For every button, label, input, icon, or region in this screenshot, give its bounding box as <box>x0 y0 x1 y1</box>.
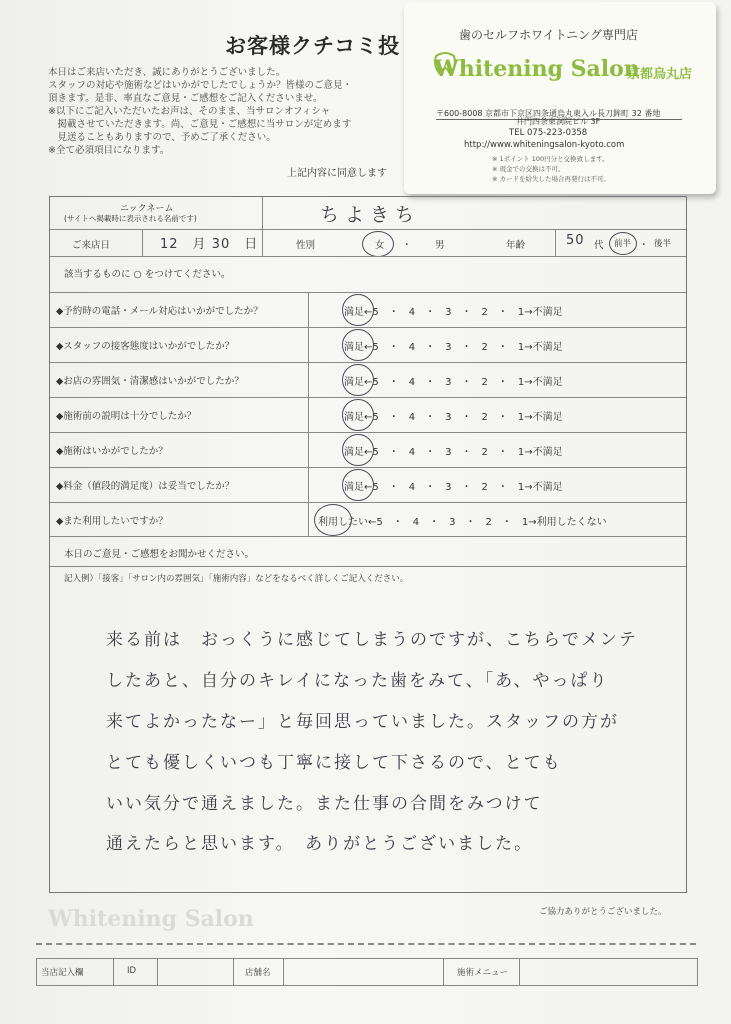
scale-number[interactable]: 3 <box>445 342 452 353</box>
footer-logo: Whitening Salon <box>48 906 254 932</box>
question-label: ◆予約時の電話・メール対応はいかがでしたか？ <box>56 306 263 317</box>
intro-line: 掲載させていただきます。尚、ご意見・ご感想に当サロンが定めます <box>48 119 352 130</box>
question-label: ◆また利用したいですか？ <box>56 516 168 527</box>
scale-number[interactable]: 2 <box>481 307 488 318</box>
question-label: ◆施術前の説明は十分でしたか？ <box>56 411 197 422</box>
scale-number[interactable]: 1 <box>517 482 525 493</box>
intro-text <box>48 66 418 157</box>
card-notes <box>492 154 610 184</box>
thanks-text: ご協力ありがとうございました。 <box>539 907 667 917</box>
scale-low[interactable]: →不満足 <box>524 342 563 353</box>
comment-line[interactable]: とても優しくいつも丁寧に接して下さるので、とても <box>106 753 562 773</box>
selected-rating-circle <box>342 434 374 466</box>
age-label: 年齢 <box>506 240 526 251</box>
comment-line[interactable]: 通えたらと思います。 ありがとうございました。 <box>106 834 534 854</box>
selected-rating-circle <box>342 294 374 326</box>
scale-number[interactable]: 2 <box>481 447 488 458</box>
card-shop-name: 京都烏丸店 <box>627 67 693 82</box>
scale-number[interactable]: 4 <box>408 447 416 458</box>
selected-rating-circle <box>342 329 374 361</box>
staff-label: 当店記入欄 <box>41 968 84 978</box>
scale-number[interactable]: 5 <box>372 482 379 493</box>
age-unit: 代 <box>594 240 604 251</box>
card-subtitle: 歯のセルフホワイトニング専門店 <box>459 28 638 42</box>
scale-high[interactable]: 満足 <box>344 412 364 423</box>
card-logo: Whitening Salon <box>434 56 640 82</box>
scale-number[interactable]: 1 <box>521 517 529 528</box>
scale-low[interactable]: →不満足 <box>524 377 563 388</box>
scale-high[interactable]: 利用したい <box>318 517 368 528</box>
age-late[interactable]: 後半 <box>654 239 672 249</box>
store-label: 店舗名 <box>245 968 271 978</box>
survey-form: ニックネーム (サイトへ掲載時に表示される名前です) ちよきち ご来店日 12 月 30 日 性別 女 ・ 男 年齢 50 代 前半 ・ 後半 該当するものに ○ をつけてください。 ◆予約時の電話・メール対応はいかがでしたか？ 満足←5 ・ 4 ・ 3 ・ 2 ・ 1→不満足 ◆スタッフの接客態度はいかがでしたか？ 満足←5 ・ 4 ・ 3 ・ 2 ・ 1→不満足 ◆お店の雰囲気・清潔感はいかがでしたか？ 満足←5 ・ 4 ・ 3 ・ 2 ・ 1→不満足 ◆施術前の説明は十分でしたか？ 満足←5 ・ 4 ・ 3 ・ 2 ・ 1→不満足 ◆施術はいかがでしたか？ 満足←5 ・ 4 ・ 3 ・ 2 ・ 1→不満足 ◆料金（値段的満足度）は妥当でしたか？ 満足←5 ・ 4 ・ 3 ・ 2 ・ 1→不満足 ◆また利用したいですか？ 利用したい←5 ・ 4 ・ 3 ・ 2 ・ 1→利用したくない 本日のご意見・ご感想をお聞かせください。 記入例）「接客」「サロン内の雰囲気」「施術内容」などをなるべく詳しくご記入ください。 来る前は おっくうに感じてしまうのですが、こちらでメンテ したあと、自分のキレイになった歯をみて、「あ、やっぱり 来てよかったなー」と毎回思っていました。スタッフの方が とても優しくいつも丁寧に接して下さるので、とても いい気分で通えました。また仕事の合間をみつけて 通えたらと思います。 ありがとうございました。 <box>49 196 687 893</box>
card-address: 〒600-8008 京都市下京区四条通烏丸東入ル長刀鉾町 32 番地 <box>436 108 682 120</box>
selected-rating-circle <box>342 364 374 396</box>
card-note: ※ 現金での交換は不可。 <box>492 165 565 173</box>
rating-scale[interactable]: 満足←5 ・ 4 ・ 3 ・ 2 ・ 1→不満足 <box>344 408 563 423</box>
nickname-label: ニックネーム <box>120 204 174 214</box>
gender-male[interactable]: 男 <box>435 240 445 251</box>
question-label: ◆お店の雰囲気・清潔感はいかがでしたか？ <box>56 376 244 387</box>
gender-label: 性別 <box>296 240 316 251</box>
comment-line[interactable]: 来る前は おっくうに感じてしまうのですが、こちらでメンテ <box>106 630 638 650</box>
scale-high[interactable]: 満足 <box>344 377 364 388</box>
card-url: http://www.whiteningsalon-kyoto.com <box>464 140 625 150</box>
id-label: ID <box>127 966 137 976</box>
scale-low[interactable]: →不満足 <box>524 307 563 318</box>
gender-selected-circle <box>362 231 394 257</box>
comment-example: 記入例）「接客」「サロン内の雰囲気」「施術内容」などをなるべく詳しくご記入ください。 <box>64 574 409 584</box>
scale-number[interactable]: 2 <box>481 482 488 493</box>
scale-low[interactable]: →不満足 <box>524 447 563 458</box>
card-note: ※ カードを紛失した場合再発行は不可。 <box>492 175 611 183</box>
scale-low[interactable]: →利用したくない <box>528 517 607 528</box>
intro-line: ※全て必須項目になります。 <box>48 145 170 156</box>
cut-line <box>36 943 696 945</box>
scale-number[interactable]: 1 <box>517 377 525 388</box>
scale-number[interactable]: 1 <box>517 342 525 353</box>
rating-scale[interactable]: 満足←5 ・ 4 ・ 3 ・ 2 ・ 1→不満足 <box>344 338 563 353</box>
scale-number[interactable]: 5 <box>372 342 379 353</box>
nickname-sub: (サイトへ掲載時に表示される名前です) <box>64 214 197 223</box>
scale-number[interactable]: 1 <box>517 412 525 423</box>
visit-value[interactable]: 12 月 30 日 <box>160 237 259 252</box>
comment-line[interactable]: いい気分で通えました。また仕事の合間をみつけて <box>106 794 543 814</box>
page-title: お客様クチコミ投 <box>225 34 401 58</box>
intro-line: ※以下にご記入いただいたお声は、そのまま、当サロンオフィシャ <box>48 106 331 117</box>
visit-label: ご来店日 <box>72 240 111 251</box>
selected-rating-circle <box>342 399 374 431</box>
agree-text: 上記内容に同意します <box>287 168 387 179</box>
scale-number[interactable]: 3 <box>445 412 452 423</box>
scale-number[interactable]: 4 <box>408 412 416 423</box>
card-tel: TEL 075-223-0358 <box>509 128 588 138</box>
scale-number[interactable]: 3 <box>445 447 452 458</box>
scale-number[interactable]: 3 <box>445 482 452 493</box>
selected-rating-circle <box>342 469 374 501</box>
selected-rating-circle <box>314 504 352 536</box>
scale-high[interactable]: 満足 <box>344 307 364 318</box>
intro-line: 本日はご来店いただき、誠にありがとうございました。 <box>48 67 286 78</box>
rating-scale[interactable]: 利用したい←5 ・ 4 ・ 3 ・ 2 ・ 1→利用したくない <box>318 513 607 528</box>
scale-number[interactable]: 5 <box>376 517 383 528</box>
scale-number[interactable]: 2 <box>481 377 488 388</box>
card-building: 井門四条東洞院ビル 3F <box>516 117 601 126</box>
scale-number[interactable]: 4 <box>408 482 416 493</box>
scale-low[interactable]: →不満足 <box>524 482 563 493</box>
staff-fields <box>36 958 698 986</box>
rating-scale[interactable]: 満足←5 ・ 4 ・ 3 ・ 2 ・ 1→不満足 <box>344 443 563 458</box>
scale-number[interactable]: 2 <box>485 517 492 528</box>
age-early[interactable]: 前半 <box>614 239 632 249</box>
scale-low[interactable]: →不満足 <box>524 412 563 423</box>
scale-number[interactable]: 4 <box>408 377 416 388</box>
question-label: ◆料金（値段的満足度）は妥当でしたか？ <box>56 481 235 492</box>
age-selected-circle <box>609 232 637 255</box>
gender-female[interactable]: 女 <box>375 240 385 251</box>
intro-line: 頂きます。是非、率直なご意見・ご感想をご記入くださいませ。 <box>48 93 323 104</box>
scale-number[interactable]: 3 <box>445 377 452 388</box>
nickname-value[interactable]: ちよきち <box>320 204 421 226</box>
scale-number[interactable]: 2 <box>481 342 488 353</box>
age-value[interactable]: 50 <box>566 233 585 248</box>
business-card <box>404 2 716 194</box>
comment-line[interactable]: したあと、自分のキレイになった歯をみて、「あ、やっぱり <box>106 671 609 691</box>
question-label: ◆スタッフの接客態度はいかがでしたか？ <box>56 341 235 352</box>
instruction: 該当するものに ○ をつけてください。 <box>64 269 231 280</box>
scale-high[interactable]: 満足 <box>344 447 364 458</box>
rating-scale[interactable]: 満足←5 ・ 4 ・ 3 ・ 2 ・ 1→不満足 <box>344 478 563 493</box>
scale-number[interactable]: 1 <box>517 307 525 318</box>
scale-number[interactable]: 2 <box>481 412 488 423</box>
comment-line[interactable]: 来てよかったなー」と毎回思っていました。スタッフの方が <box>106 712 619 732</box>
scale-number[interactable]: 4 <box>408 342 416 353</box>
scale-number[interactable]: 5 <box>372 412 379 423</box>
rating-scale[interactable]: 満足←5 ・ 4 ・ 3 ・ 2 ・ 1→不満足 <box>344 373 563 388</box>
intro-line: 見送ることもありますので、予めご了承ください。 <box>48 132 276 143</box>
menu-label: 施術メニュー <box>457 968 509 978</box>
rating-scale[interactable]: 満足←5 ・ 4 ・ 3 ・ 2 ・ 1→不満足 <box>344 303 563 318</box>
comment-label: 本日のご意見・ご感想をお聞かせください。 <box>64 549 255 560</box>
scale-number[interactable]: 4 <box>412 517 420 528</box>
scale-number[interactable]: 1 <box>517 447 525 458</box>
scale-high[interactable]: 満足 <box>344 482 364 493</box>
scale-high[interactable]: 満足 <box>344 342 364 353</box>
question-label: ◆施術はいかがでしたか？ <box>56 446 168 457</box>
scale-number[interactable]: 5 <box>372 447 379 458</box>
scale-number[interactable]: 3 <box>449 517 456 528</box>
scale-number[interactable]: 5 <box>372 377 379 388</box>
scale-number[interactable]: 4 <box>408 307 416 318</box>
scale-number[interactable]: 3 <box>445 307 452 318</box>
card-note: ※ 1ポイント 100円分と交換致します。 <box>492 155 609 163</box>
intro-line: スタッフの対応や施術などはいかがでしたでしょうか？皆様のご意見・ <box>48 80 353 91</box>
scale-number[interactable]: 5 <box>372 307 379 318</box>
